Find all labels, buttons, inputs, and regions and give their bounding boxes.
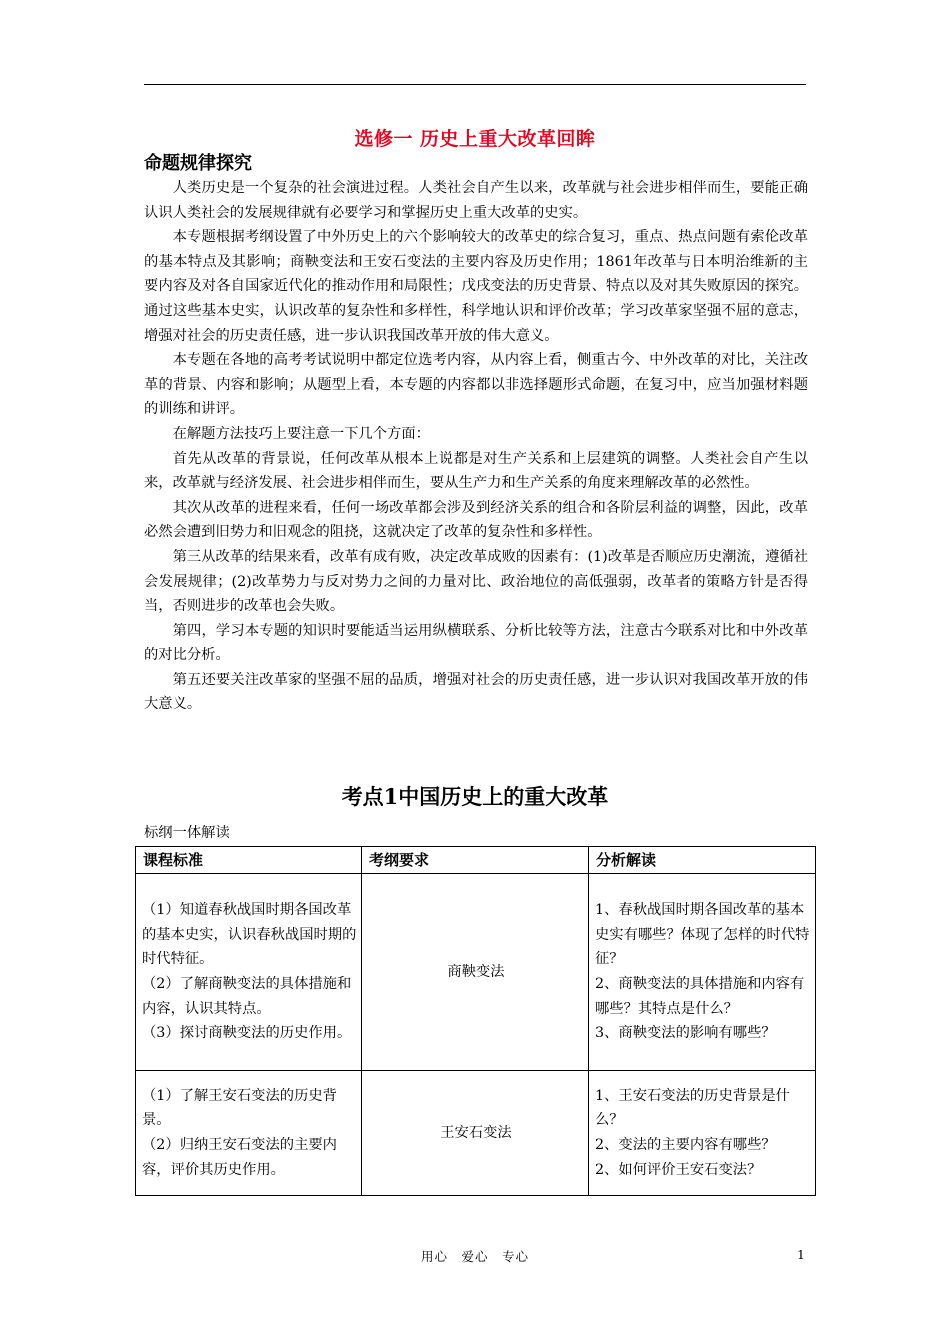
- paragraph: 第四，学习本专题的知识时要能适当运用纵横联系、分析比较等方法，注意古今联系对比和中外改革的对比分析。: [144, 622, 808, 664]
- paragraph: 在解题方法技巧上要注意一下几个方面：: [172, 425, 430, 442]
- cell-requirement: 商鞅变法: [362, 874, 589, 1071]
- intro-body: [144, 176, 808, 717]
- page-title: 选修一 历史上重大改革回眸: [354, 128, 596, 150]
- cell-line: （1）了解王安石变法的历史背景。: [142, 1087, 337, 1129]
- cell-line: 1、王安石变法的历史背景是什么？: [595, 1087, 790, 1129]
- section-heading: 命题规律探究: [144, 153, 252, 174]
- cell-requirement: 王安石变法: [362, 1071, 589, 1196]
- table-header-row: [136, 847, 816, 874]
- cell-analysis: [589, 1071, 816, 1196]
- curriculum-table: [135, 846, 816, 1196]
- cell-line: （2）归纳王安石变法的主要内容，评价其历史作用。: [142, 1137, 337, 1178]
- cell-line: （3）探讨商鞅变法的历史作用。: [142, 1025, 352, 1042]
- page-number: 1: [797, 1247, 805, 1262]
- paragraph: 其次从改革的进程来看，任何一场改革都会涉及到经济关系的组合和各阶层利益的调整，因此，改革必然会遭到旧势力和旧观念的阻挠，这就决定了改革的复杂性和多样性。: [144, 499, 808, 541]
- cell-line: （1）知道春秋战国时期各国改革的基本史实，认识春秋战国时期的时代特征。: [142, 902, 357, 968]
- cell-line: 2、如何评价王安石变法？: [595, 1161, 762, 1178]
- cell-line: 2、商鞅变法的具体措施和内容有哪些？其特点是什么？: [595, 976, 805, 1017]
- cell-analysis: [589, 874, 816, 1071]
- cell-standard: [136, 1071, 362, 1196]
- cell-line: 1、春秋战国时期各国改革的基本史实有哪些？体现了怎样的时代特征？: [595, 902, 810, 968]
- cell-standard: [136, 874, 362, 1071]
- page-footer: 用心 爱心 专心: [420, 1249, 529, 1264]
- cell-line: 3、商鞅变法的影响有哪些？: [595, 1025, 776, 1042]
- cell-line: 2、变法的主要内容有哪些？: [595, 1137, 776, 1153]
- table-row: [136, 1071, 816, 1196]
- table-row: [136, 874, 816, 1071]
- paragraph: 第五还要关注改革家的坚强不屈的品质，增强对社会的历史责任感，进一步认识对我国改革开放的伟大意义。: [144, 671, 808, 713]
- cell-line: （2）了解商鞅变法的具体措施和内容，认识其特点。: [142, 976, 352, 1017]
- col-header-analysis: 分析解读: [589, 847, 816, 874]
- col-header-standard: 课程标准: [136, 847, 362, 874]
- section-title: 考点1中国历史上的重大改革: [341, 784, 609, 809]
- header-rule: [144, 84, 806, 85]
- paragraph: 本专题根据考纲设置了中外历史上的六个影响较大的改革史的综合复习，重点、热点问题有索伦改革的基本特点及其影响；商鞅变法和王安石变法的主要内容及历史作用；1861年改革与日本明治维新的主要内容及对各自国家近代化的推动作用和局限性；戊戌变法的历史背景、特点以及对其失败原因的探究。通过这些基本史实，认识改革的复杂性和多样性，科学地认识和评价改革；学习改革家坚强不屈的意志，增强对社会的历史责任感，进一步认识我国改革开放的伟大意义。: [144, 229, 808, 344]
- paragraph: 人类历史是一个复杂的社会演进过程。人类社会自产生以来，改革就与社会进步相伴而生，要能正确认识人类社会的发展规律就有必要学习和掌握历史上重大改革的史实。: [144, 180, 808, 221]
- paragraph: 本专题在各地的高考考试说明中都定位选考内容，从内容上看，侧重古今、中外改革的对比，关注改革的背景、内容和影响；从题型上看，本专题的内容都以非选择题形式命题，在复习中，应当加强材料题的训练和讲评。: [144, 352, 808, 418]
- paragraph: 首先从改革的背景说，任何改革从根本上说都是对生产关系和上层建筑的调整。人类社会自产生以来，改革就与经济发展、社会进步相伴而生，要从生产力和生产关系的角度来理解改革的必然性。: [144, 450, 808, 492]
- col-header-requirement: 考纲要求: [362, 847, 589, 874]
- table-caption: 标纲一体解读: [144, 825, 230, 841]
- paragraph: 第三从改革的结果来看，改革有成有败，决定改革成败的因素有：(1)改革是否顺应历史潮流，遵循社会发展规律；(2)改革势力与反对势力之间的力量对比、政治地位的高低强弱，改革者的策略方针是否得当，否则进步的改革也会失败。: [144, 548, 808, 615]
